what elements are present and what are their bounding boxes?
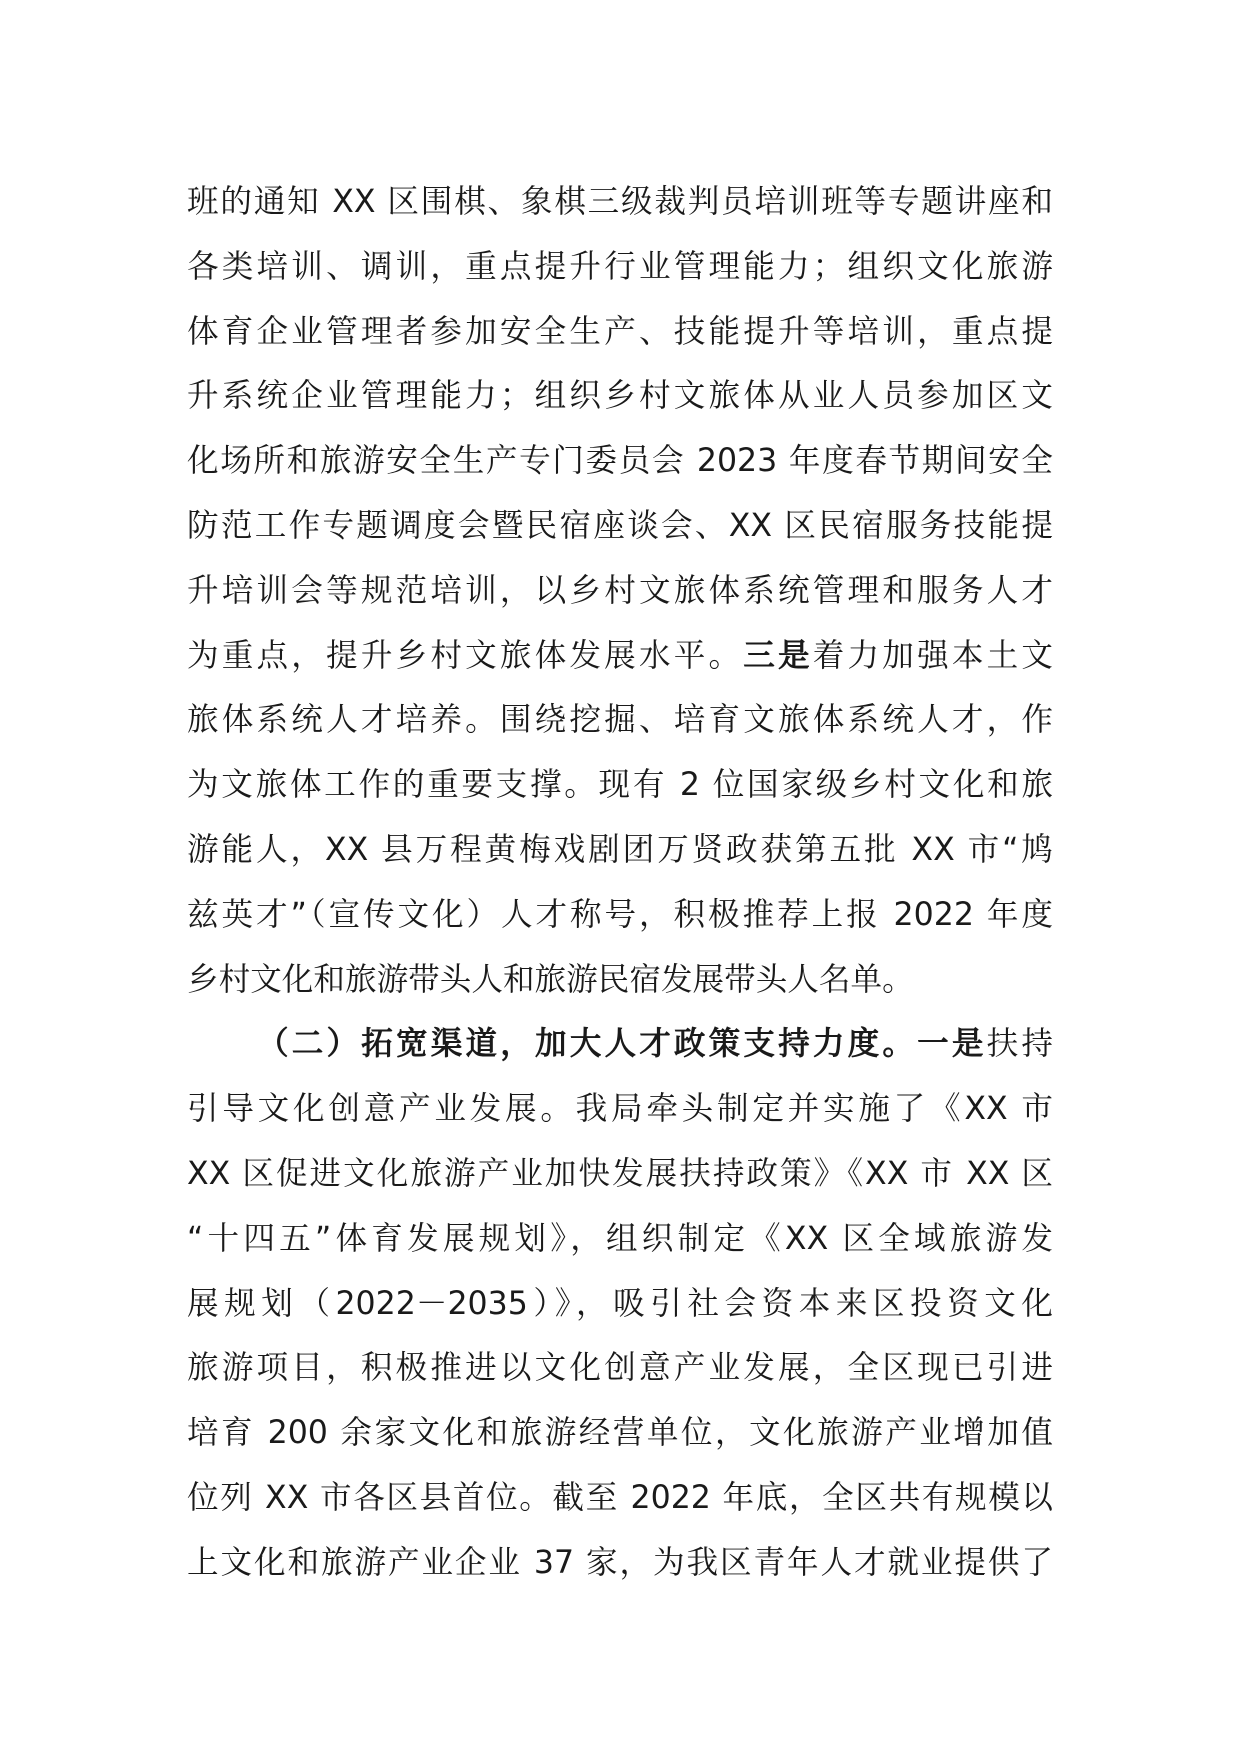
section-heading: （二）拓宽渠道，加大人才政策支持力度。一是 (257, 1026, 987, 1063)
text-line: 为文旅体工作的重要支撑。现有 2 位国家级乡村文化和旅 (187, 767, 1053, 804)
text-line: 上文化和旅游产业企业 37 家，为我区青年人才就业提供了 (187, 1544, 1053, 1581)
text-line: 培育 200 余家文化和旅游经营单位，文化旅游产业增加值 (187, 1415, 1053, 1452)
body-text (187, 170, 1053, 1596)
text-run: 扶持 (986, 1026, 1053, 1063)
text-line: 化场所和旅游安全生产专门委员会 2023 年度春节期间安全 (187, 443, 1053, 480)
text-line: 防范工作专题调度会暨民宿座谈会、XX 区民宿服务技能提 (187, 507, 1053, 544)
text-line: “十四五”体育发展规划》，组织制定《XX 区全域旅游发 (187, 1220, 1053, 1257)
text-line: 体育企业管理者参加安全生产、技能提升等培训，重点提 (187, 313, 1053, 350)
text-line: 升系统企业管理能力；组织乡村文旅体从业人员参加区文 (187, 378, 1053, 415)
section-heading-line (187, 1012, 1053, 1077)
text-line: 游能人，XX 县万程黄梅戏剧团万贤政获第五批 XX 市“鸠 (187, 831, 1053, 868)
text-line: 乡村文化和旅游带头人和旅游民宿发展带头人名单。 (187, 961, 914, 998)
text-line: 位列 XX 市各区县首位。截至 2022 年底，全区共有规模以 (187, 1479, 1053, 1516)
text-line: 旅体系统人才培养。围绕挖掘、培育文旅体系统人才，作 (187, 702, 1053, 739)
text-run: 着力加强本土文 (812, 637, 1053, 674)
text-line: 各类培训、调训，重点提升行业管理能力；组织文化旅游 (187, 248, 1053, 285)
text-line (187, 624, 1053, 689)
text-line: 班的通知 XX 区围棋、象棋三级裁判员培训班等专题讲座和 (187, 184, 1053, 220)
text-line: 兹英才”（宣传文化）人才称号，积极推荐上报 2022 年度 (187, 896, 1053, 933)
text-line: 展规划（2022－2035）》，吸引社会资本来区投资文化 (187, 1285, 1053, 1322)
text-line: 引导文化创意产业发展。我局牵头制定并实施了《XX 市 (187, 1091, 1053, 1128)
text-line: 旅游项目，积极推进以文化创意产业发展，全区现已引进 (187, 1350, 1053, 1387)
emphasis-text: 三是 (743, 637, 813, 674)
text-line: XX 区促进文化旅游产业加快发展扶持政策》《XX 市 XX 区 (187, 1155, 1053, 1192)
text-run: 为重点，提升乡村文旅体发展水平。 (187, 637, 744, 674)
text-line: 升培训会等规范培训，以乡村文旅体系统管理和服务人才 (187, 572, 1053, 609)
